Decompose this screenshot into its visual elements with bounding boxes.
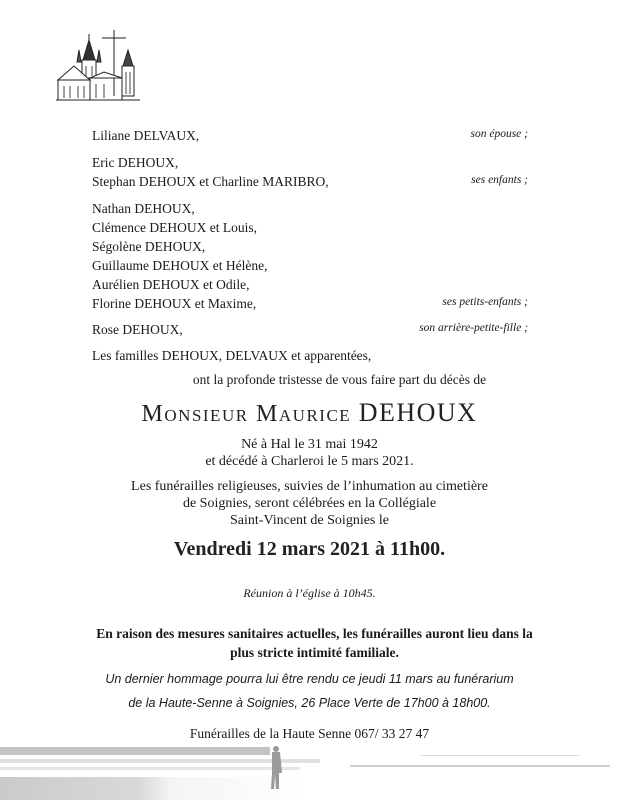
relation-label: son épouse ;: [470, 128, 528, 140]
tribute-line: de la Haute-Senne à Soignies, 26 Place Verte de 17h00 à 18h00.: [128, 696, 491, 710]
death-info: et décédé à Charleroi le 5 mars 2021.: [205, 454, 414, 469]
deceased-prefix: Monsieur Maurice: [141, 401, 352, 427]
tribute-line: Un dernier hommage pourra lui être rendu ce jeudi 11 mars au funérarium: [105, 672, 514, 686]
deceased-name: [0, 398, 619, 428]
covid-notice: [90, 624, 539, 662]
family-member: Liliane DELVAUX,: [92, 128, 200, 143]
family-member: Ségolène DEHOUX,: [92, 239, 206, 254]
ceremony-date: Vendredi 12 mars 2021 à 11h00.: [173, 538, 446, 560]
family-member: Stephan DEHOUX et Charline MARIBRO,: [92, 174, 329, 189]
family-member: Les familles DEHOUX, DELVAUX et apparentées,: [92, 348, 372, 363]
family-member: Aurélien DEHOUX et Odile,: [92, 277, 250, 292]
ceremony-line: Saint-Vincent de Soignies le: [230, 513, 389, 528]
family-member: Florine DEHOUX et Maxime,: [92, 296, 257, 311]
covid-notice-line: plus stricte intimité familiale.: [230, 645, 399, 660]
family-member: Guillaume DEHOUX et Hélène,: [92, 258, 268, 273]
birth-info: Né à Hal le 31 mai 1942: [241, 437, 378, 452]
announcement: ont la profonde tristesse de vous faire part du décès de: [192, 372, 487, 387]
family-member: Rose DEHOUX,: [92, 322, 183, 337]
meeting-time: Réunion à l’église à 10h45.: [243, 586, 376, 600]
relation-label: ses enfants ;: [471, 174, 528, 186]
covid-notice-line: En raison des mesures sanitaires actuelles, les funérailles auront lieu dans la: [96, 626, 533, 641]
church-with-cross-icon: [52, 28, 144, 104]
deceased-surname: DEHOUX: [358, 398, 478, 427]
ceremony-line: Les funérailles religieuses, suivies de l’inhumation au cimetière: [131, 479, 488, 494]
family-member: Eric DEHOUX,: [92, 155, 179, 170]
funeral-home-contact: Funérailles de la Haute Senne 067/ 33 27 47: [189, 726, 430, 741]
beach-walker-image: [0, 745, 619, 800]
relation-label: ses petits-enfants ;: [442, 296, 528, 308]
family-member: Nathan DEHOUX,: [92, 201, 195, 216]
family-member: Clémence DEHOUX et Louis,: [92, 220, 257, 235]
relation-label: son arrière-petite-fille ;: [419, 322, 528, 334]
ceremony-line: de Soignies, seront célébrées en la Collégiale: [182, 496, 437, 511]
